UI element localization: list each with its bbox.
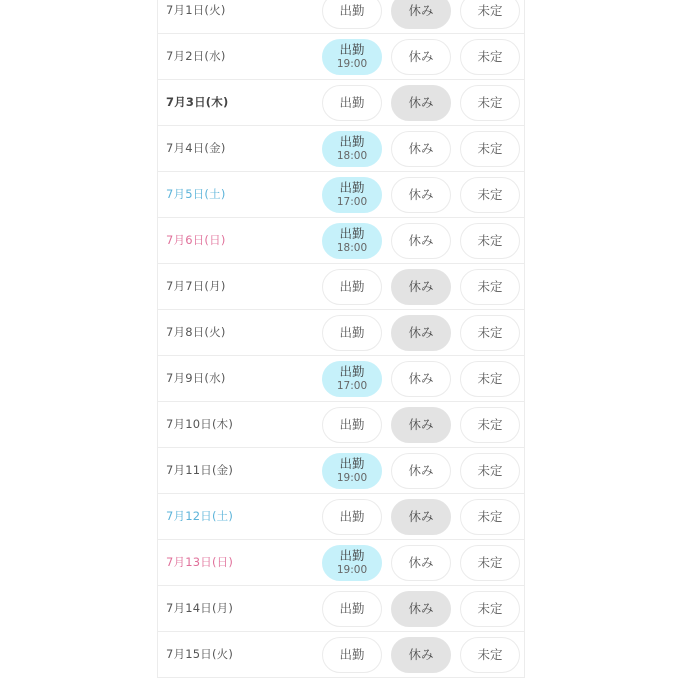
schedule-row (158, 126, 524, 172)
tbd-button-label: 未定 (477, 279, 503, 295)
work-button[interactable] (322, 499, 382, 535)
tbd-button-label: 未定 (477, 141, 503, 157)
off-button-label: 休み (408, 509, 434, 525)
off-button-label: 休み (408, 647, 434, 663)
work-start-time: 19:00 (336, 472, 368, 485)
schedule-row (158, 80, 524, 126)
day-off-button[interactable] (391, 315, 451, 351)
tbd-button-label: 未定 (477, 601, 503, 617)
date-label: 7月6日(日) (166, 233, 226, 247)
undecided-button[interactable] (460, 177, 520, 213)
day-off-button[interactable] (391, 269, 451, 305)
undecided-button[interactable] (460, 637, 520, 673)
shift-schedule-list (157, 0, 525, 678)
undecided-button[interactable] (460, 269, 520, 305)
undecided-button[interactable] (460, 545, 520, 581)
schedule-row (158, 218, 524, 264)
work-button-label: 出勤 (339, 548, 365, 564)
work-button[interactable] (322, 0, 382, 29)
tbd-button-label: 未定 (477, 555, 503, 571)
tbd-button-label: 未定 (477, 463, 503, 479)
work-button[interactable] (322, 85, 382, 121)
tbd-button-label: 未定 (477, 647, 503, 663)
day-off-button[interactable] (391, 407, 451, 443)
work-start-time: 18:00 (336, 150, 368, 163)
undecided-button[interactable] (460, 407, 520, 443)
work-button-label: 出勤 (339, 3, 365, 19)
work-start-time: 17:00 (336, 196, 368, 209)
work-button[interactable] (322, 39, 382, 75)
date-label: 7月15日(火) (166, 647, 234, 661)
tbd-button-label: 未定 (477, 509, 503, 525)
schedule-row (158, 34, 524, 80)
undecided-button[interactable] (460, 131, 520, 167)
work-button[interactable] (322, 315, 382, 351)
undecided-button[interactable] (460, 0, 520, 29)
schedule-row (158, 356, 524, 402)
off-button-label: 休み (408, 555, 434, 571)
off-button-label: 休み (408, 49, 434, 65)
date-label: 7月14日(月) (166, 601, 234, 615)
day-off-button[interactable] (391, 85, 451, 121)
undecided-button[interactable] (460, 223, 520, 259)
day-off-button[interactable] (391, 361, 451, 397)
work-button[interactable] (322, 131, 382, 167)
off-button-label: 休み (408, 279, 434, 295)
work-button-label: 出勤 (339, 279, 365, 295)
date-label: 7月2日(水) (166, 49, 226, 63)
work-button-label: 出勤 (339, 325, 365, 341)
date-label: 7月10日(木) (166, 417, 234, 431)
schedule-row (158, 402, 524, 448)
work-button[interactable] (322, 177, 382, 213)
tbd-button-label: 未定 (477, 371, 503, 387)
day-off-button[interactable] (391, 223, 451, 259)
date-label: 7月4日(金) (166, 141, 226, 155)
day-off-button[interactable] (391, 499, 451, 535)
undecided-button[interactable] (460, 39, 520, 75)
tbd-button-label: 未定 (477, 49, 503, 65)
off-button-label: 休み (408, 233, 434, 249)
work-button-label: 出勤 (339, 180, 365, 196)
work-button[interactable] (322, 361, 382, 397)
off-button-label: 休み (408, 463, 434, 479)
undecided-button[interactable] (460, 85, 520, 121)
day-off-button[interactable] (391, 591, 451, 627)
day-off-button[interactable] (391, 637, 451, 673)
date-label: 7月12日(土) (166, 509, 234, 523)
tbd-button-label: 未定 (477, 3, 503, 19)
off-button-label: 休み (408, 417, 434, 433)
tbd-button-label: 未定 (477, 417, 503, 433)
tbd-button-label: 未定 (477, 325, 503, 341)
work-button-label: 出勤 (339, 601, 365, 617)
off-button-label: 休み (408, 325, 434, 341)
undecided-button[interactable] (460, 453, 520, 489)
day-off-button[interactable] (391, 453, 451, 489)
day-off-button[interactable] (391, 545, 451, 581)
off-button-label: 休み (408, 601, 434, 617)
schedule-row (158, 586, 524, 632)
off-button-label: 休み (408, 3, 434, 19)
work-start-time: 17:00 (336, 380, 368, 393)
work-button[interactable] (322, 453, 382, 489)
date-label: 7月9日(水) (166, 371, 226, 385)
undecided-button[interactable] (460, 361, 520, 397)
work-start-time: 19:00 (336, 564, 368, 577)
schedule-row (158, 632, 524, 678)
tbd-button-label: 未定 (477, 233, 503, 249)
off-button-label: 休み (408, 187, 434, 203)
schedule-row (158, 494, 524, 540)
undecided-button[interactable] (460, 591, 520, 627)
undecided-button[interactable] (460, 499, 520, 535)
off-button-label: 休み (408, 371, 434, 387)
work-button-label: 出勤 (339, 647, 365, 663)
work-button-label: 出勤 (339, 456, 365, 472)
undecided-button[interactable] (460, 315, 520, 351)
schedule-row (158, 0, 524, 34)
work-button-label: 出勤 (339, 364, 365, 380)
work-button-label: 出勤 (339, 134, 365, 150)
schedule-row (158, 448, 524, 494)
work-button[interactable] (322, 637, 382, 673)
date-label: 7月7日(月) (166, 279, 226, 293)
off-button-label: 休み (408, 95, 434, 111)
work-button[interactable] (322, 545, 382, 581)
schedule-row (158, 310, 524, 356)
tbd-button-label: 未定 (477, 95, 503, 111)
off-button-label: 休み (408, 141, 434, 157)
date-label: 7月13日(日) (166, 555, 234, 569)
tbd-button-label: 未定 (477, 187, 503, 203)
work-button[interactable] (322, 591, 382, 627)
work-button-label: 出勤 (339, 417, 365, 433)
work-button-label: 出勤 (339, 42, 365, 58)
work-button[interactable] (322, 407, 382, 443)
schedule-row (158, 540, 524, 586)
date-label: 7月1日(火) (166, 3, 226, 17)
schedule-row (158, 264, 524, 310)
schedule-row (158, 172, 524, 218)
date-label: 7月3日(木) (166, 95, 229, 109)
date-label: 7月11日(金) (166, 463, 234, 477)
work-button[interactable] (322, 223, 382, 259)
day-off-button[interactable] (391, 177, 451, 213)
work-button-label: 出勤 (339, 226, 365, 242)
work-button-label: 出勤 (339, 509, 365, 525)
day-off-button[interactable] (391, 131, 451, 167)
day-off-button[interactable] (391, 39, 451, 75)
date-label: 7月8日(火) (166, 325, 226, 339)
day-off-button[interactable] (391, 0, 451, 29)
work-start-time: 19:00 (336, 58, 368, 71)
work-button-label: 出勤 (339, 95, 365, 111)
work-button[interactable] (322, 269, 382, 305)
work-start-time: 18:00 (336, 242, 368, 255)
date-label: 7月5日(土) (166, 187, 226, 201)
